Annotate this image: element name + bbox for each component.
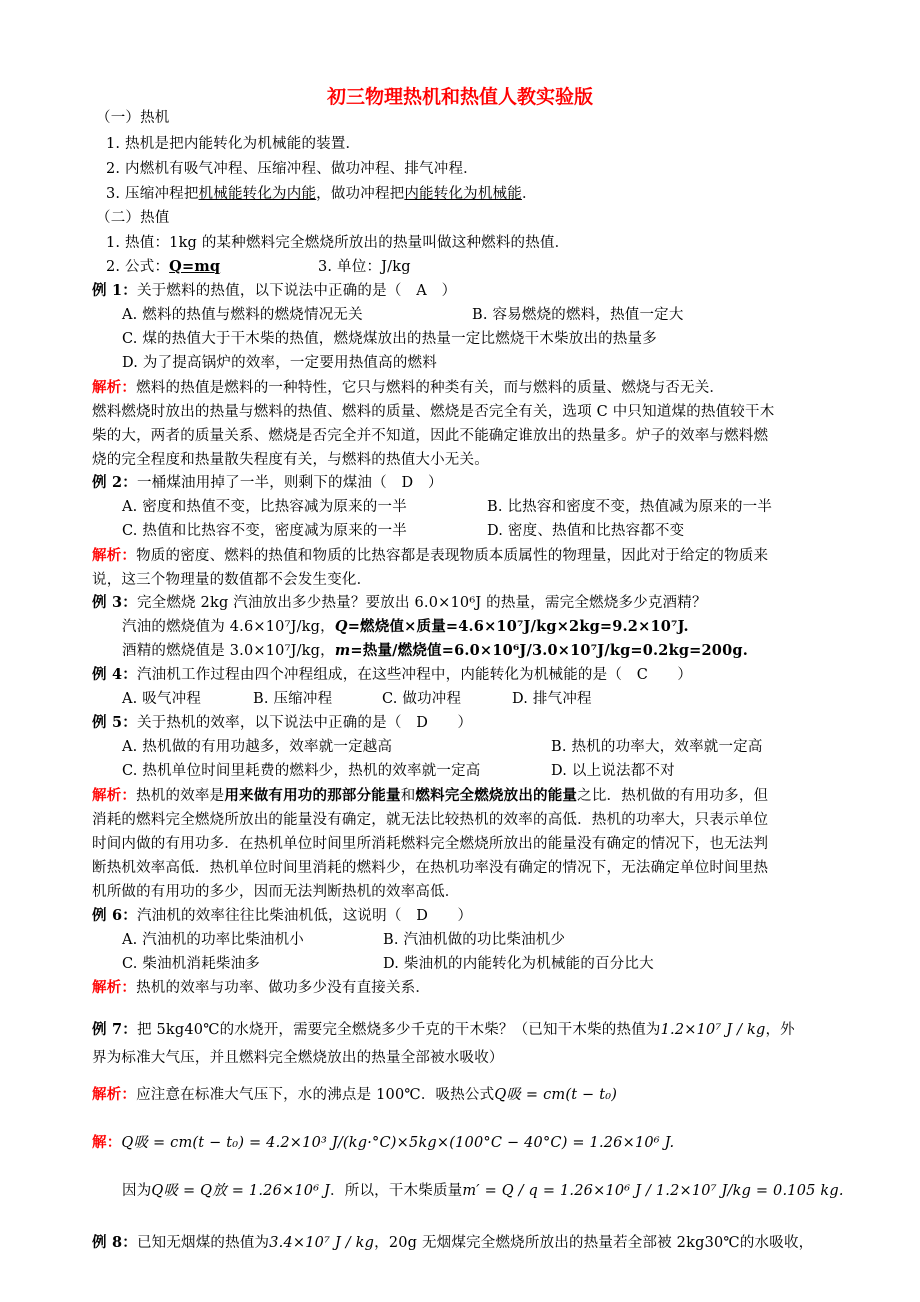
example-7-analysis: 解析：应注意在标准大气压下，水的沸点是 100℃．吸热公式Q吸 = cm(t − t₀) [92,1086,618,1103]
sec2-item-3: 3. 单位：J/kg [318,259,411,275]
example-1-analysis-line: 燃料燃烧时放出的热量与燃料的热值、燃料的质量、燃烧是否完全有关，选项 C 中只知道煤的热值较干木 [92,404,775,420]
example-1-option-a: A. 燃料的热值与燃料的燃烧情况无关 [122,307,363,323]
example-7-question-line-2: 界为标准大气压，并且燃料完全燃烧放出的热量全部被水吸收） [92,1050,504,1066]
example-2-analysis: 解析：物质的密度、燃料的热值和物质的比热容都是表现物质本质属性的物理量，因此对于给定的物质来 [92,547,769,564]
example-4-option-a: A. 吸气冲程 [122,691,202,707]
example-1-analysis-line: 柴的大，两者的质量关系、燃烧是否完全并不知道，因此不能确定谁放出的热量多。炉子的效率与燃料燃 [92,428,769,444]
example-6-question: 例 6：汽油机的效率往往比柴油机低，这说明（ D ） [92,907,473,924]
example-3-question: 例 3：完全燃烧 2kg 汽油放出多少热量？要放出 6.0×10⁶J 的热量，需完全燃烧多少克酒精？ [92,594,707,611]
example-5-question: 例 5：关于热机的效率，以下说法中正确的是（ D ） [92,714,473,731]
example-2-option-a: A. 密度和热值不变，比热容减为原来的一半 [122,499,407,515]
example-5-option-c: C. 热机单位时间里耗费的燃料少，热机的效率就一定高 [122,763,481,779]
example-2-option-b: B. 比热容和密度不变，热值减为原来的一半 [487,499,773,515]
example-1-analysis: 解析：燃料的热值是燃料的一种特性，它只与燃料的种类有关，而与燃料的质量、燃烧与否无关． [92,379,725,396]
example-7-solution: 解：Q吸 = cm(t − t₀) = 4.2×10³ J/(kg·°C)×5kg×(100°C − 40°C) = 1.26×10⁶ J. [92,1134,675,1151]
example-5-option-b: B. 热机的功率大，效率就一定高 [551,739,763,755]
sec1-item-1: 1. 热机是把内能转化为机械能的装置． [106,136,361,152]
example-5-analysis-line: 机所做的有用功的多少，因而无法判断热机的效率高低． [92,884,460,900]
example-5-analysis-line: 断热机效率高低．热机单位时间里消耗的燃料少，在热机功率没有确定的情况下，无法确定单位时间里热 [92,860,769,876]
example-7-question: 例 7：把 5kg40℃的水烧开，需要完全燃烧多少千克的干木柴？（已知干木柴的热值为1.2×10⁷ J / kg，外 [92,1021,795,1038]
sec2-item-2: 2. 公式：Q=mq [106,258,221,275]
section-heading-heat-engine: （一）热机 [96,110,170,126]
example-4-option-b: B. 压缩冲程 [253,691,333,707]
example-1-analysis-line: 烧的完全程度和热量散失程度有关，与燃料的热值大小无关。 [92,452,489,468]
example-4-question: 例 4：汽油机工作过程由四个冲程组成，在这些冲程中，内能转化为机械能的是（ C ） [92,666,693,683]
section-heading-heat-value: （二）热值 [96,210,170,226]
sec1-item-2: 2. 内燃机有吸气冲程、压缩冲程、做功冲程、排气冲程． [106,161,478,177]
example-5-analysis: 解析：热机的效率是用来做有用功的那部分能量和燃料完全燃烧放出的能量之比．热机做的有用功多，但 [92,787,769,804]
example-1-question: 例 1：关于燃料的热值，以下说法中正确的是（ A ） [92,282,457,299]
example-3-line-1: 汽油的燃烧值为 4.6×10⁷J/kg，Q=燃烧值×质量=4.6×10⁷J/kg×2kg=9.2×10⁷J. [122,618,689,635]
sec1-item-3: 3. 压缩冲程把机械能转化为内能，做功冲程把内能转化为机械能． [106,186,537,202]
example-1-option-b: B. 容易燃烧的燃料，热值一定大 [472,307,684,323]
example-2-analysis-line: 说，这三个物理量的数值都不会发生变化． [92,572,372,588]
example-6-option-a: A. 汽油机的功率比柴油机小 [122,932,304,948]
example-1-option-d: D. 为了提高锅炉的效率，一定要用热值高的燃料 [122,355,437,371]
sec2-item-1: 1. 热值：1kg 的某种燃料完全燃烧所放出的热量叫做这种燃料的热值． [106,235,570,251]
example-2-question: 例 2：一桶煤油用掉了一半，则剩下的煤油（ D ） [92,474,443,491]
example-6-option-c: C. 柴油机消耗柴油多 [122,956,260,972]
example-5-analysis-line: 消耗的燃料完全燃烧所放出的能量没有确定，就无法比较热机的效率的高低．热机的功率大，只表示单位 [92,812,769,828]
page-title: 初三物理热机和热值人教实验版 [326,86,593,108]
example-2-option-d: D. 密度、热值和比热容都不变 [487,523,685,539]
example-1-option-c: C. 煤的热值大于干木柴的热值，燃烧煤放出的热量一定比燃烧干木柴放出的热量多 [122,331,657,347]
example-5-analysis-line: 时间内做的有用功多．在热机单位时间里所消耗燃料完全燃烧所放出的能量没有确定的情况下，也无法判 [92,836,769,852]
example-5-option-a: A. 热机做的有用功越多，效率就一定越高 [122,739,393,755]
example-6-option-d: D. 柴油机的内能转化为机械能的百分比大 [383,956,654,972]
example-3-line-2: 酒精的燃烧值是 3.0×10⁷J/kg，m=热量/燃烧值=6.0×10⁶J/3.0×10⁷J/kg=0.2kg=200g. [122,642,748,659]
example-8-question: 例 8：已知无烟煤的热值为3.4×10⁷ J / kg，20g 无烟煤完全燃烧所放出的热量若全部被 2kg30℃的水吸收， [92,1234,814,1251]
example-2-option-c: C. 热值和比热容不变，密度减为原来的一半 [122,523,407,539]
example-7-result: 因为Q吸 = Q放 = 1.26×10⁶ J．所以，干木柴质量m′ = Q / q = 1.26×10⁶ J / 1.2×10⁷ J/kg = 0.105 kg. [122,1183,844,1199]
example-6-option-b: B. 汽油机做的功比柴油机少 [383,932,566,948]
example-4-option-c: C. 做功冲程 [382,691,462,707]
example-4-option-d: D. 排气冲程 [512,691,592,707]
example-6-analysis: 解析：热机的效率与功率、做功多少没有直接关系． [92,979,431,996]
example-5-option-d: D. 以上说法都不对 [551,763,675,779]
